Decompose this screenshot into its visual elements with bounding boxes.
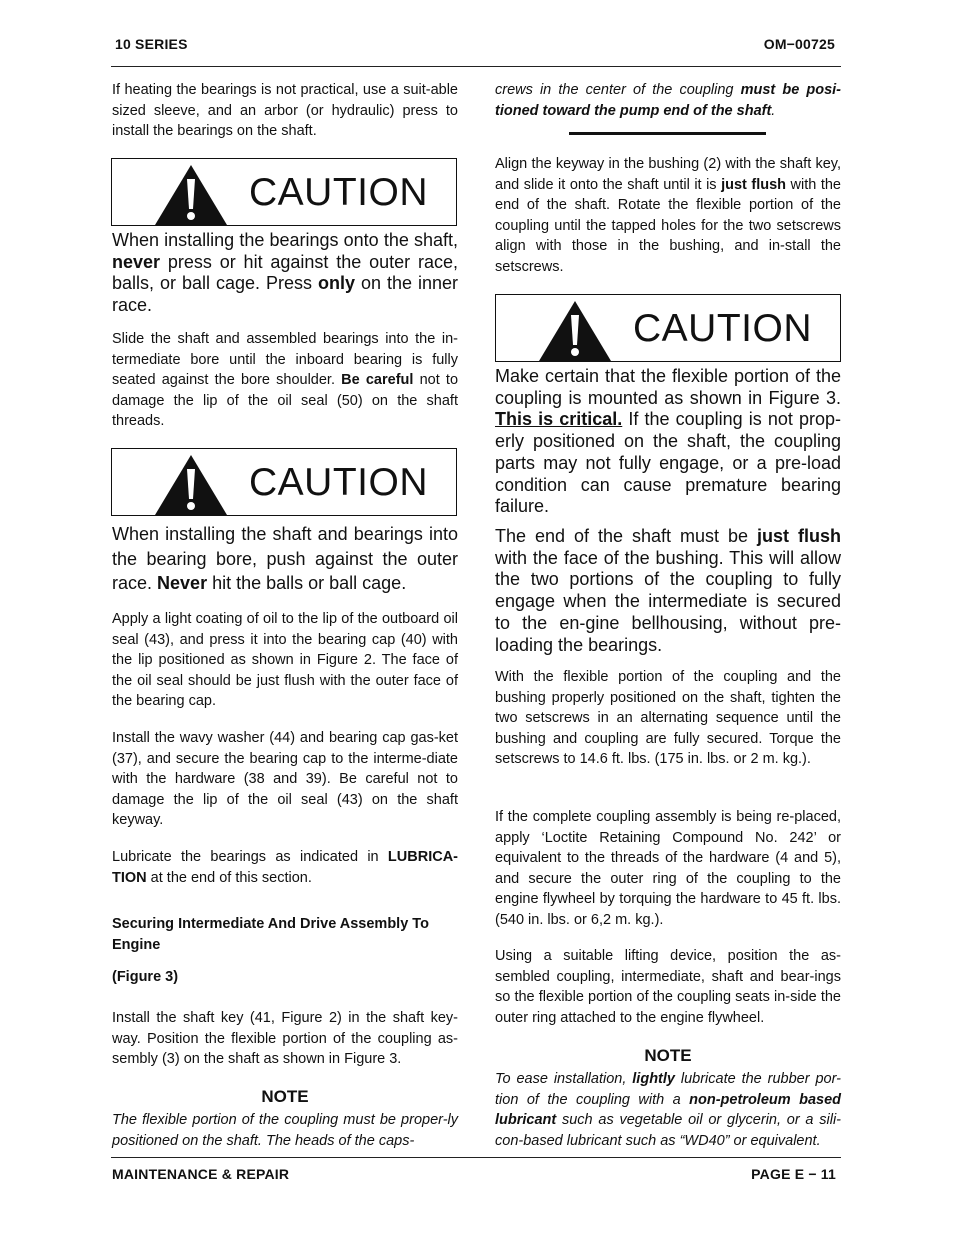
right-paragraph-4: Using a suitable lifting device, position the as-sembled coupling, intermediate, shaft and bear-ings so the flexible portion of the coupling seats in-side the outer ring attached to the engine flywheel. (495, 948, 841, 1026)
right-paragraph-3: If the complete coupling assembly is being re-placed, apply ‘Loctite Retaining Compound No. 242’ or equivalent to the threads of the hardware (4 and 5), and secure the outer ring of the coupling to the engine flywheel by torquing the hardware to 45 ft. lbs. (540 in. lbs. or 6,2 m. kg.). (495, 809, 841, 928)
header-series: 10 SERIES (115, 36, 188, 52)
paragraph: If heating the bearings is not practical, use a suit-able sized sleeve, and an arbor (or hydraulic) press to install the bearings on the shaft. (112, 82, 458, 140)
caution-label: CAUTION (633, 307, 812, 350)
warning-icon (153, 453, 229, 516)
warning-icon (537, 299, 613, 362)
note-end-rule (569, 132, 766, 135)
note-title: NOTE (644, 1046, 692, 1065)
footer-rule (111, 1157, 841, 1158)
header-doc-number: OM−00725 (763, 36, 835, 52)
left-paragraph-6: Install the shaft key (41, Figure 2) in the shaft key-way. Position the flexible portion of the coupling as-sembly (3) on the shaft as shown in Figure 3. (112, 1010, 458, 1068)
caution-text: The end of the shaft must be just flush with the face of the bushing. This will allow the two portions of the coupling to fully engage when the intermediate is secured to the en-gine bellhousing, without pre-loading the bearings. (495, 526, 842, 655)
caution-text: When installing the shaft and bearings into the bearing bore, push against the outer race. Never hit the balls or ball cage. (112, 524, 458, 593)
figure-reference: (Figure 3) (112, 969, 179, 985)
note-title: NOTE (261, 1087, 309, 1106)
left-paragraph-2: Slide the shaft and assembled bearings into the in-termediate bore until the inboard bearing is fully seated against the bore shoulder. Be careful not to damage the lip of the oil seal (50) on the shaft threads. (112, 331, 459, 430)
note-right: NOTE To ease installation, lightly lubricate the rubber por-tion of the coupling with a non-petroleum based lubricant such as vegetable oil or glycerin, or a sili-con-based lubricant such as “WD40” or equivalent. (495, 1046, 841, 1149)
left-paragraph-4: Install the wavy washer (44) and bearing cap gas-ket (37), and secure the bearing cap to the interme-diate with the hardware (38 and 39). Be careful not to damage the lip of the oil seal (43) on the shaft keyway. (112, 730, 458, 829)
left-paragraph-3: Apply a light coating of oil to the lip of the outboard oil seal (43), and press it into the bearing cap (40) with the lip positioned as shown in Figure 2. The face of the oil seal should be just flush with the outer face of the bearing cap. (112, 611, 458, 710)
note-continuation: crews in the center of the coupling must be posi-tioned toward the pump end of the shaft. (495, 82, 841, 119)
caution-label: CAUTION (249, 171, 428, 214)
footer-section: MAINTENANCE & REPAIR (112, 1166, 290, 1182)
right-paragraph-2: With the flexible portion of the coupling and the bushing properly positioned on the shaft, tighten the two setscrews in an alternating sequence until the bushing and coupling are fully secured. Torque the setscrews to 14.6 ft. lbs. (175 in. lbs. or 2 m. kg.). (495, 669, 841, 768)
section-heading: Securing Intermediate And Drive Assembly To Engine (112, 916, 429, 953)
right-paragraph-1: Align the keyway in the bushing (2) with the shaft key, and slide it onto the shaft until it is just flush with the end of the shaft. Rotate the flexible portion of the coupling until the tapped holes for the two setscrews align with those in the bushing, and in-stall the setscrews. (495, 156, 841, 275)
caution-box (111, 158, 457, 226)
note-left (112, 1086, 458, 1151)
caution-box (495, 294, 841, 362)
left-paragraph-5: Lubricate the bearings as indicated in LUBRICA-TION at the end of this section. (112, 849, 458, 886)
warning-icon (153, 163, 229, 226)
caution-box (111, 448, 457, 516)
header-rule (111, 66, 841, 67)
caution-label: CAUTION (249, 461, 428, 504)
caution-text: Make certain that the flexible portion of the coupling is mounted as shown in Figure 3. This is critical. If the coupling is not prop-erly positioned on the shaft, the coupling parts may not fully engage, or a pre-load condition can cause premature bearing failure. (495, 366, 841, 517)
caution-text: When installing the bearings onto the shaft, never press or hit against the outer race, balls, or ball cage. Press only on the inner race. (112, 230, 459, 316)
left-column (112, 80, 458, 142)
note-body: The flexible portion of the coupling must be proper-ly positioned on the shaft. The heads of the caps- (112, 1112, 458, 1149)
footer-page-number: PAGE E − 11 (751, 1166, 836, 1182)
